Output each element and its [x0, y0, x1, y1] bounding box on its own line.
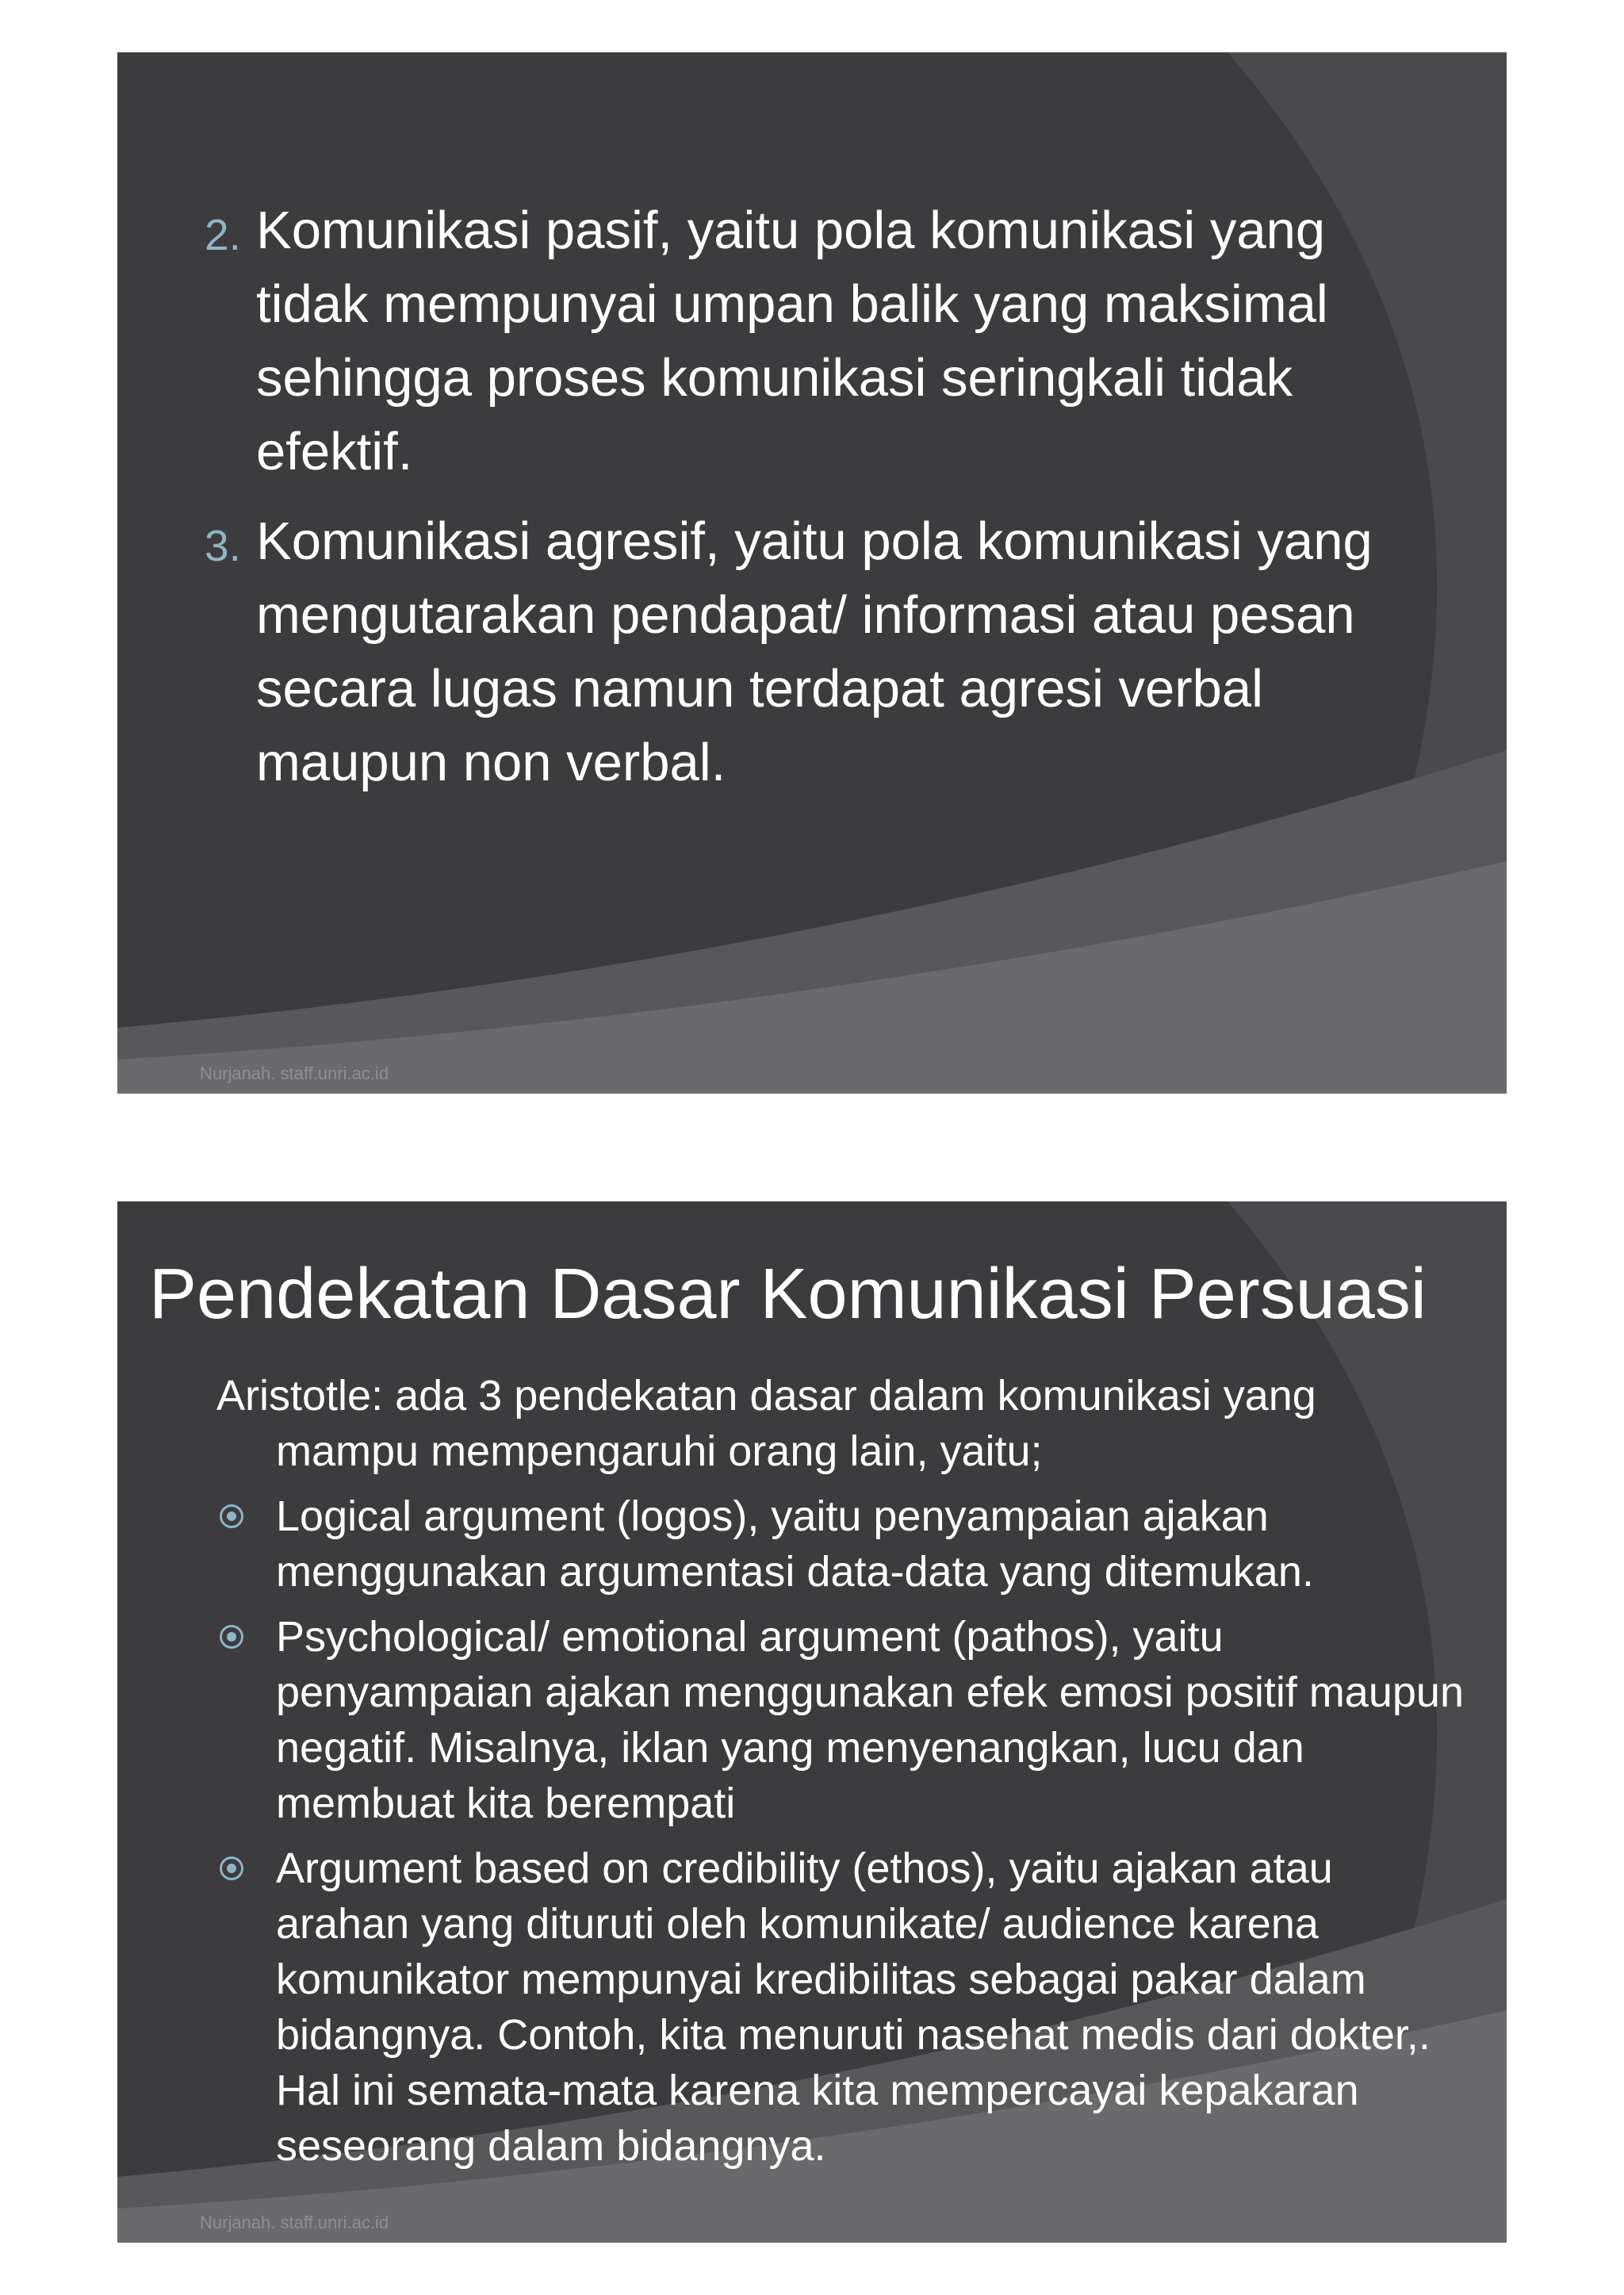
circle-bullet-icon: [220, 1856, 243, 1880]
list-item: [216, 1609, 1469, 1831]
circle-bullet-icon: [220, 1625, 243, 1649]
numbered-list: [205, 193, 1442, 815]
list-item-text: Logical argument (logos), yaitu penyampaian ajakan menggunakan argumentasi data-data yang ditemukan.: [276, 1492, 1314, 1596]
list-item: [205, 504, 1442, 799]
slide-1: [117, 52, 1507, 1094]
circle-bullet-icon: [220, 1504, 243, 1528]
list-item-text: Komunikasi pasif, yaitu pola komunikasi yang tidak mempunyai umpan balik yang maksimal sehingga proses komunikasi seringkali tidak efektif.: [256, 201, 1328, 481]
slide-footer: Nurjanah. staff.unri.ac.id: [200, 2213, 389, 2232]
list-marker: 2.: [205, 210, 241, 259]
list-item: [216, 1841, 1469, 2174]
list-item: [205, 193, 1442, 489]
list-item-text: Komunikasi agresif, yaitu pola komunikasi yang mengutarakan pendapat/ informasi atau pesan secara lugas namun terdapat agresi verbal maupun non verbal.: [256, 511, 1373, 792]
list-item: [216, 1488, 1469, 1600]
slide-body: [216, 1368, 1469, 2183]
list-marker: 3.: [205, 521, 241, 570]
slide-footer: Nurjanah. staff.unri.ac.id: [200, 1063, 389, 1083]
slide-title: Pendekatan Dasar Komunikasi Persuasi: [149, 1255, 1427, 1334]
list-item-text: Psychological/ emotional argument (pathos), yaitu penyampaian ajakan menggunakan efek emosi positif maupun negatif. Misalnya, iklan yang menyenangkan, lucu dan membuat kita berempati: [276, 1613, 1464, 1827]
slide-2: [117, 1201, 1507, 2243]
intro-paragraph: Aristotle: ada 3 pendekatan dasar dalam komunikasi yang mampu mempengaruhi orang lain, yaitu;: [216, 1372, 1316, 1475]
list-item-text: Argument based on credibility (ethos), yaitu ajakan atau arahan yang dituruti oleh komunikate/ audience karena komunikator mempunyai kredibilitas sebagai pakar dalam bidangnya. Contoh, kita menuruti nasehat medis dari dokter,. Hal ini semata-mata karena kita mempercayai kepakaran seseorang dalam bidangnya.: [276, 1845, 1431, 2170]
